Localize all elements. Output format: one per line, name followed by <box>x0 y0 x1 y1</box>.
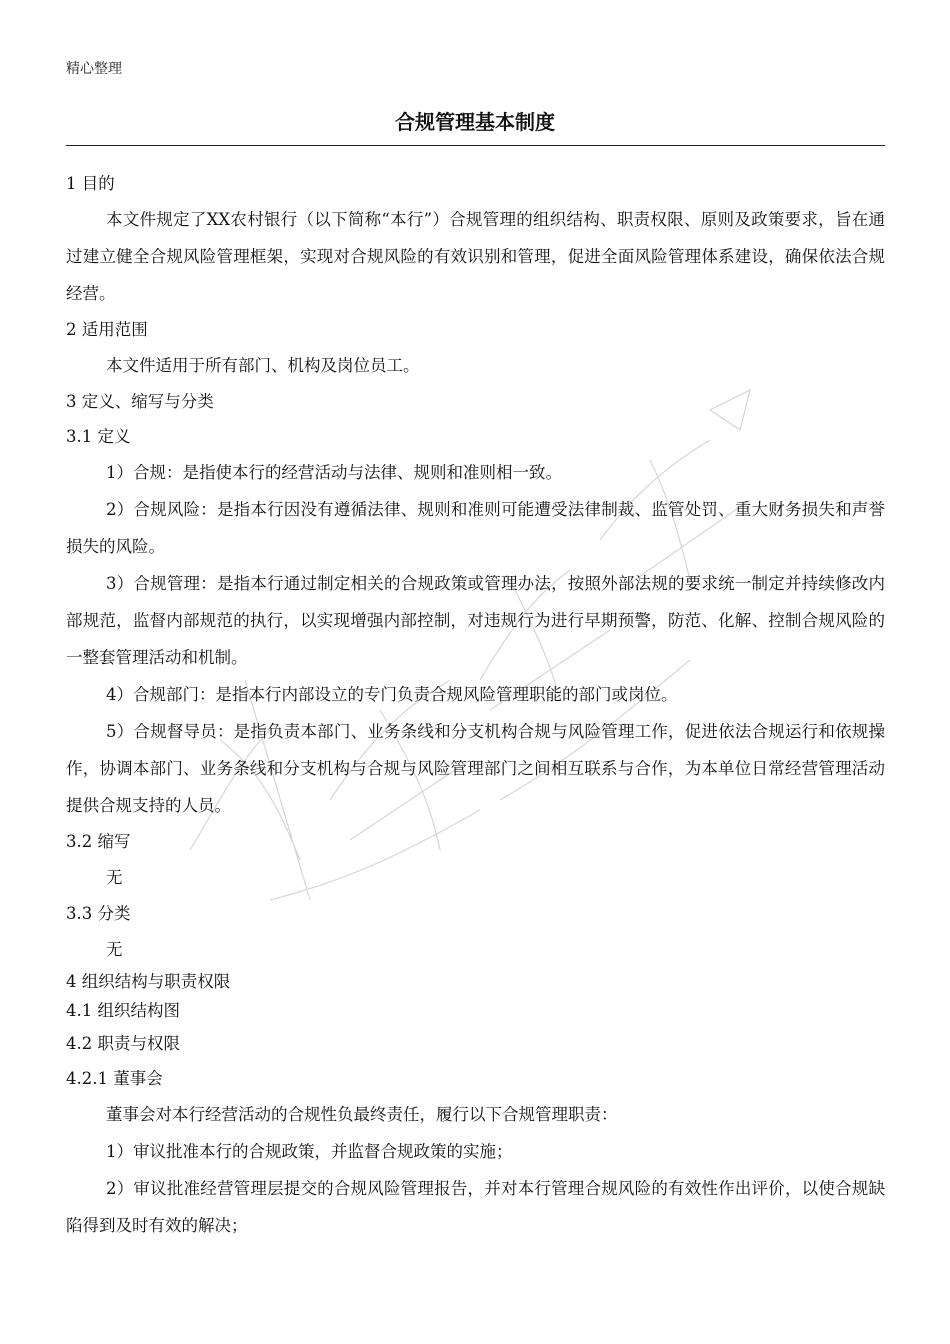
definition-item: 5）合规督导员：是指负责本部门、业务条线和分支机构合规与风险管理工作，促进依法合规运行和依规操作，协调本部门、业务条线和分支机构与合规与风险管理部门之间相互联系与合作，为本单位日常经营管理活动提供合规支持的人员。 <box>66 722 885 815</box>
paragraph: 董事会对本行经营活动的合规性负最终责任，履行以下合规管理职责： <box>106 1105 618 1124</box>
subsection-heading: 3.3 分类 <box>66 904 131 923</box>
definition-item: 1）合规：是指使本行的经营活动与法律、规则和准则相一致。 <box>106 463 562 482</box>
section-heading: 1 目的 <box>66 174 115 193</box>
paragraph: 无 <box>106 940 123 959</box>
document-body <box>66 166 885 1244</box>
paragraph: 无 <box>106 868 123 887</box>
title-divider <box>66 145 885 146</box>
definition-item: 4）合规部门：是指本行内部设立的专门负责合规风险管理职能的部门或岗位。 <box>106 685 678 704</box>
paragraph: 本文件规定了XX农村银行（以下简称“本行”）合规管理的组织结构、职责权限、原则及政策要求，旨在通过建立健全合规风险管理框架，实现对合规风险的有效识别和管理，促进全面风险管理体系建设，确保依法合规经营。 <box>66 210 885 303</box>
subsection-heading: 3.2 缩写 <box>66 832 131 851</box>
subsection-heading: 3.1 定义 <box>66 427 131 446</box>
definition-item: 3）合规管理：是指本行通过制定相关的合规政策或管理办法，按照外部法规的要求统一制定并持续修改内部规范，监督内部规范的执行，以实现增强内部控制，对违规行为进行早期预警，防范、化解、控制合规风险的一整套管理活动和机制。 <box>66 574 885 667</box>
list-item: 2）审议批准经营管理层提交的合规风险管理报告，并对本行管理合规风险的有效性作出评价，以使合规缺陷得到及时有效的解决； <box>66 1179 885 1235</box>
definition-item: 2）合规风险：是指本行因没有遵循法律、规则和准则可能遭受法律制裁、监管处罚、重大财务损失和声誉损失的风险。 <box>66 500 885 556</box>
list-item: 1）审议批准本行的合规政策，并监督合规政策的实施； <box>106 1142 513 1161</box>
subsection-heading: 4.2 职责与权限 <box>66 1034 180 1053</box>
section-heading: 3 定义、缩写与分类 <box>66 392 214 411</box>
section-heading: 4 组织结构与职责权限 <box>66 972 231 991</box>
subsection-heading: 4.2.1 董事会 <box>66 1069 163 1088</box>
document-title: 合规管理基本制度 <box>395 110 555 134</box>
section-heading: 2 适用范围 <box>66 320 148 339</box>
subsection-heading: 4.1 组织结构图 <box>66 1001 180 1020</box>
header-note: 精心整理 <box>66 61 122 77</box>
paragraph: 本文件适用于所有部门、机构及岗位员工。 <box>106 356 420 375</box>
